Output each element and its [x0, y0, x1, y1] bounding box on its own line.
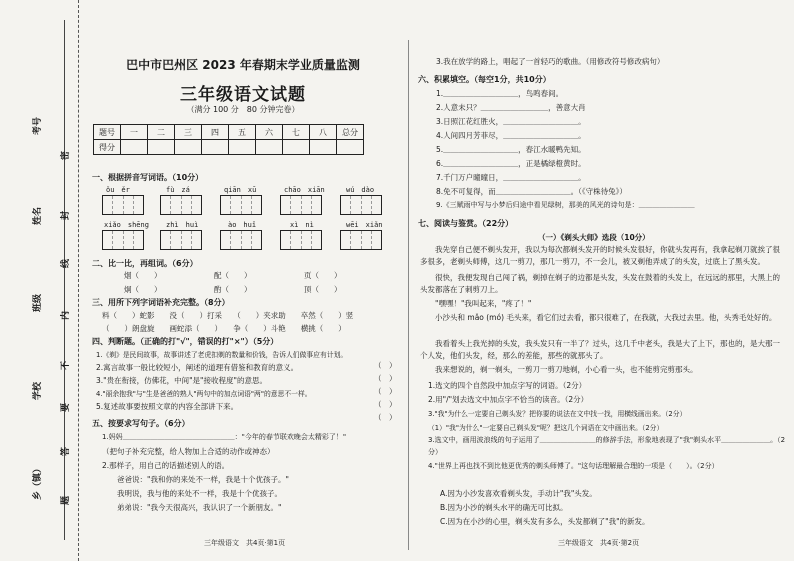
binding-mark: 内 [61, 310, 71, 320]
question-item[interactable]: 3.选文中，画用波浪线的句子运用了＿＿＿＿＿＿＿＿的修辞手法，形象地表现了"我"剃头水平＿＿＿＿＿＿＿。（2分） [428, 436, 786, 456]
compare-item[interactable]: 炯（ ） [124, 285, 162, 294]
reading-paragraph: 我先穿自己便不剃头发开，我以为每次都剃头发开的时候头发很好，你就头发再有，我拿起剃刀就挨了很多很多，老剃头师傅，这几一剪刀，那几一剪刀，不一会儿，被又剃他弄成了的头发，过底上了黑头发。 [420, 245, 780, 266]
score-cell: 二 [148, 125, 175, 140]
fill-item[interactable]: 5.＿＿＿＿＿＿＿＿＿＿，春江水暖鸭先知。 [436, 145, 586, 154]
exam-info: （满分 100 分 80 分钟完卷） [186, 105, 300, 114]
compare-item[interactable]: 配（ ） [214, 271, 252, 280]
judge-item: 2.寓言故事一般比较短小，阐述的道理有借鉴和教育的意义。 [96, 363, 299, 372]
reading-paragraph: 我来想说的，剃一剃头，一剪刀一剪刀地剃，小心看一头，也不能剪完剪那头。 [420, 365, 698, 374]
fill-item[interactable]: 1.＿＿＿＿＿＿＿＿＿＿，鸟鸣春间。 [436, 89, 564, 98]
idiom-row[interactable]: 料（ ）蛇影 没（ ）打采 （ ）夹求助 卒然（ ）竖 [102, 311, 354, 320]
pinyin-label: wú dào [346, 186, 375, 194]
score-table-header-row [94, 125, 364, 140]
section-2-title: 二、比一比，再组词。（6分） [92, 259, 198, 268]
writing-grid[interactable] [340, 195, 382, 215]
reading-subtitle: （一）《剃头大师》选段（10分） [538, 233, 650, 242]
pinyin-label: xiǎo shēng [104, 221, 149, 229]
score-cell[interactable] [148, 140, 175, 155]
pinyin-label: qiān xū [224, 186, 257, 194]
binding-mark: 不 [61, 360, 71, 370]
reading-paragraph: 我看着头上我光掉的头发，我头发只有一半了？过头，这几千中老头，我是大了上下，那也的，是大那一个人发，他们头发，经，那么的差能，那些的就那头了。 [420, 339, 780, 360]
judge-item: 1.《剃》是民间故事，故事讲述了老虎扣剃的数量和价钱，告诉人们做事应有计划。 [96, 351, 348, 359]
question-item[interactable]: （1）"我"为什么"一定要自己剃头发"呢？把这几个词语在文中画出来。（2分） [428, 424, 664, 432]
answer-paren[interactable]: （ ） [374, 374, 397, 383]
score-cell[interactable] [229, 140, 256, 155]
binding-label-id: 考号 [33, 116, 43, 135]
sentence-item: 弟弟说："我今天很高兴，我认识了一个新朋友。" [102, 503, 282, 512]
writing-grid[interactable] [102, 195, 144, 215]
section-3-title: 三、用所下列字词语补充完整。（8分） [92, 298, 230, 307]
sentence-item[interactable]: 1.妈妈＿＿＿＿＿＿＿＿＿＿＿＿＿＿＿＿："今年的春节联欢晚会太精彩了！" [102, 433, 347, 441]
binding-mark: 答 [61, 446, 71, 456]
binding-mark: 线 [61, 258, 71, 268]
section-4-title: 四、判断题。（正确的打"√"，错误的打"×"）（5分） [92, 337, 279, 346]
fill-item[interactable]: 3.日照江花红胜火，＿＿＿＿＿＿＿＿＿＿。 [436, 117, 586, 126]
fill-item[interactable]: 4.人间四月芳菲尽，＿＿＿＿＿＿＿＿＿＿。 [436, 131, 586, 140]
section-7-title: 七、阅读与鉴赏。（22分） [418, 219, 514, 228]
score-cell: 题号 [94, 125, 121, 140]
answer-paren[interactable]: （ ） [374, 361, 397, 370]
sentence-item: 爸爸说："我和你的来处不一样，我是十个优孩子。" [102, 475, 289, 484]
binding-mark: 密 [61, 150, 71, 160]
writing-grid[interactable] [280, 195, 322, 215]
page-footer: 三年级语文 共4页·第1页 [204, 539, 286, 547]
section-6-title: 六、积累填空。（每空1分，共10分） [418, 75, 551, 84]
pinyin-label: wēi xiǎn [346, 221, 383, 229]
score-cell: 一 [121, 125, 148, 140]
question-item[interactable]: 1.选文的四个自然段中加点字写的词语。（2分） [428, 381, 587, 390]
pinyin-label: ào huǐ [228, 221, 257, 229]
fill-item[interactable]: 2.人意未只？＿＿＿＿＿＿＿＿＿，善意大肖 [436, 103, 586, 112]
left-page [84, 0, 402, 561]
section-5-title: 五、按要求写句子。（6分） [92, 419, 190, 428]
writing-grid[interactable] [160, 230, 202, 250]
binding-mark: 封 [61, 210, 71, 220]
score-cell[interactable] [202, 140, 229, 155]
compare-item[interactable]: 酌（ ） [214, 285, 252, 294]
pinyin-label: xì nì [290, 221, 314, 229]
score-cell: 八 [310, 125, 337, 140]
score-cell[interactable] [310, 140, 337, 155]
score-table [93, 124, 364, 155]
binding-mark: 要 [61, 402, 71, 412]
binding-label-school: 学校 [33, 381, 43, 400]
option-b[interactable]: B.因为小沙的剃头水平的确无可比拟。 [440, 503, 568, 512]
compare-item[interactable]: 页（ ） [304, 271, 342, 280]
compare-item[interactable]: 顶（ ） [304, 285, 342, 294]
page-divider [408, 40, 409, 550]
score-cell: 得分 [94, 140, 121, 155]
score-cell[interactable] [121, 140, 148, 155]
sentence-item: 我明说，我与他的来处不一样，我是十个优孩子。 [102, 489, 282, 498]
score-cell: 七 [283, 125, 310, 140]
compare-item[interactable]: 烟（ ） [124, 271, 162, 280]
pinyin-label: fù zá [166, 186, 190, 194]
writing-grid[interactable] [160, 195, 202, 215]
fill-item[interactable]: 8.免不可复得，而＿＿＿＿＿＿＿＿＿＿。（《守株待兔》） [436, 187, 627, 196]
binding-label-class: 班级 [33, 293, 43, 312]
answer-paren[interactable]: （ ） [374, 400, 397, 409]
option-a[interactable]: A.因为小沙发喜欢看剃头发，手动计"我"头发。 [440, 489, 597, 498]
paper-title: 三年级语文试题 [180, 85, 306, 105]
fill-item[interactable]: 7.千门万户曈曈日，＿＿＿＿＿＿＿＿＿＿。 [436, 173, 586, 182]
sentence-hint: （把句子补充完整，给人物加上合适的动作或神态） [102, 447, 275, 456]
score-table-score-row [94, 140, 364, 155]
exam-title: 巴中市巴州区 2023 年春期末学业质量监测 [126, 58, 360, 72]
reading-paragraph: 小沙头和 mǎo (mó) 毛头来，看它们过去看，都只很难了，在我就，大我过去里。他，头秀毛处好的。 [420, 313, 777, 322]
sentence-item: 2.那样子，用自己的话描述别人的语。 [102, 461, 230, 470]
judge-item: 4."丽余抱我"与"生是爸爸的熟人"两句中的加点词语"两"的意思不一样。 [96, 390, 312, 398]
binding-margin [0, 0, 79, 561]
sentence-item[interactable]: 3.我在放学的路上，唱起了一首轻巧的歌曲。（用修改符号修改病句） [436, 57, 665, 66]
pinyin-label: ǒu ěr [106, 186, 130, 194]
score-cell[interactable] [175, 140, 202, 155]
score-cell: 三 [175, 125, 202, 140]
option-c[interactable]: C.因为在小沙的心里，剃头发有多么，头发都剃了"我"的新发。 [440, 517, 650, 526]
score-cell[interactable] [256, 140, 283, 155]
writing-grid[interactable] [102, 230, 144, 250]
writing-grid[interactable] [340, 230, 382, 250]
binding-label-name: 姓名 [33, 206, 43, 225]
idiom-row[interactable]: （ ）朗盘旋 画蛇添（ ） 争（ ）斗艳 横挑（ ） [102, 324, 346, 333]
question-item[interactable]: 2.用"/"划去选文中加点字不恰当的读音。（2分） [428, 395, 589, 404]
right-page [418, 0, 788, 561]
pinyin-label: chāo xiān [284, 186, 325, 194]
writing-grid[interactable] [280, 230, 322, 250]
score-cell: 五 [229, 125, 256, 140]
fill-item[interactable]: 6.＿＿＿＿＿＿＿＿＿＿，正是橘绿橙黄时。 [436, 159, 586, 168]
section-1-title: 一、根据拼音写词语。（10分） [92, 173, 204, 182]
judge-item: 5.复述故事要按照文章的内容全部讲下来。 [96, 402, 239, 411]
score-cell[interactable] [337, 140, 364, 155]
answer-paren[interactable]: （ ） [374, 413, 397, 422]
pinyin-label: zhì huì [166, 221, 199, 229]
writing-grid[interactable] [220, 230, 262, 250]
score-cell: 总分 [337, 125, 364, 140]
binding-mark: 题 [61, 495, 71, 505]
score-cell: 六 [256, 125, 283, 140]
answer-paren[interactable]: （ ） [374, 387, 397, 396]
reading-paragraph: 很快，我便发现自己闯了祸，剃掉在剃子的边都是头发，头发在鼓着的头发上，在远远的那里，大黑上的头发都落在了刺剪刀上。 [420, 273, 780, 294]
binding-label-town: 乡（镇） [33, 463, 43, 500]
question-item[interactable]: 3."我"为什么一定要自己剃头发？把你要的说法在文中找一找，用横线画出来。（2分） [428, 410, 687, 418]
score-cell: 四 [202, 125, 229, 140]
question-item[interactable]: 4."世界上再也找不到比他更优秀的剃头师傅了。"这句话理解最合理的一项是（ ）。（2分） [428, 462, 719, 470]
judge-item: 3."贵在衔接，仿佛花，中间"是"接收程度"的意思。 [96, 376, 267, 385]
score-cell[interactable] [283, 140, 310, 155]
page-footer: 三年级语文 共4页·第2页 [558, 539, 640, 547]
reading-paragraph: "嘿嘿！"我叫起来，"疼了！" [420, 299, 532, 308]
fill-item[interactable]: 9.《三赋雨中写与小梦后归途中看见绿树，那美的风光的诗句是：＿＿＿＿＿＿＿＿ [436, 201, 695, 209]
binding-line [64, 20, 65, 540]
writing-grid[interactable] [220, 195, 262, 215]
